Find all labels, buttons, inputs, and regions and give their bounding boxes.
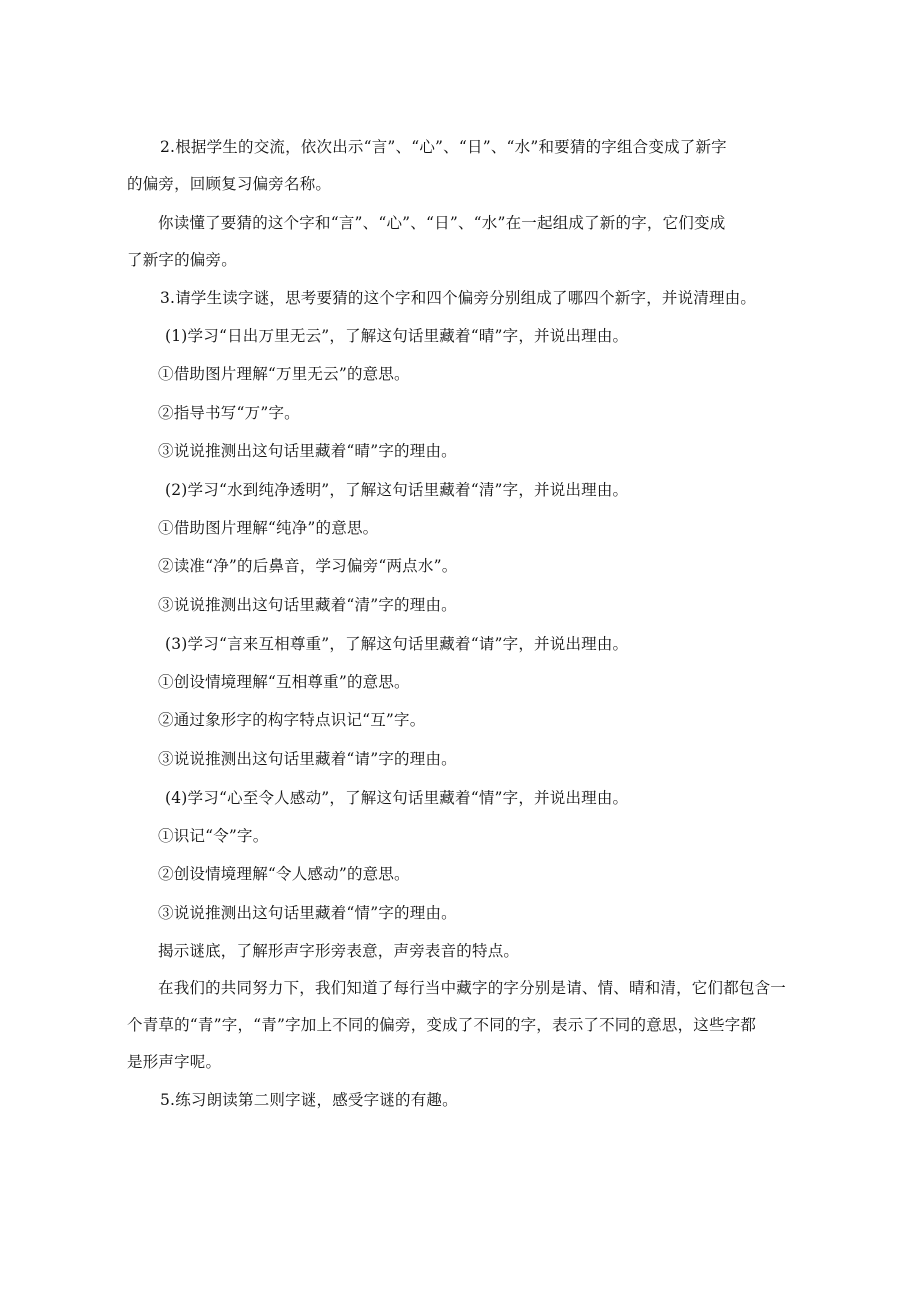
item-2-step-1: ①借助图片理解“纯净”的意思。 [158, 519, 379, 537]
reveal-answer-paragraph: 揭示谜底，了解形声字形旁表意，声旁表音的特点。 [158, 942, 520, 960]
item-3-step-1: ①创设情境理解“互相尊重”的意思。 [158, 673, 410, 691]
item-3-step-2: ②通过象形字的构字特点识记“互”字。 [158, 711, 426, 729]
item-1-step-1: ①借助图片理解“万里无云”的意思。 [158, 365, 410, 383]
item-3-heading: (3)学习“言来互相尊重”，了解这句话里藏着“请”字，并说出理由。 [165, 635, 629, 653]
item-4-heading: (4)学习“心至令人感动”，了解这句话里藏着“情”字，并说出理由。 [165, 789, 629, 807]
item-4-step-3: ③说说推测出这句话里藏着“情”字的理由。 [158, 904, 457, 922]
item-3-step-3: ③说说推测出这句话里藏着“请”字的理由。 [158, 750, 457, 768]
paragraph-summary-line-1: 你读懂了要猜的这个字和“言”、“心”、“日”、“水”在一起组成了新的字，它们变成 [158, 214, 726, 232]
conclusion-line-3: 是形声字呢。 [127, 1053, 222, 1071]
paragraph-5: 5.练习朗读第二则字谜，感受字谜的有趣。 [160, 1091, 458, 1109]
item-4-step-1: ①识记“令”字。 [158, 827, 269, 845]
paragraph-3: 3.请学生读字谜，思考要猜的这个字和四个偏旁分别组成了哪四个新字，并说清理由。 [160, 289, 757, 307]
paragraph-2-line-2: 的偏旁，回顾复习偏旁名称。 [127, 175, 332, 193]
item-1-heading: (1)学习“日出万里无云”，了解这句话里藏着“晴”字，并说出理由。 [165, 327, 629, 345]
item-2-step-2: ②读准“净”的后鼻音，学习偏旁“两点水”。 [158, 557, 458, 575]
item-2-heading: (2)学习“水到纯净透明”，了解这句话里藏着“清”字，并说出理由。 [165, 481, 629, 499]
item-1-step-2: ②指导书写“万”字。 [158, 404, 300, 422]
item-2-step-3: ③说说推测出这句话里藏着“清”字的理由。 [158, 596, 457, 614]
item-4-step-2: ②创设情境理解“令人感动”的意思。 [158, 865, 410, 883]
paragraph-summary-line-2: 了新字的偏旁。 [127, 251, 237, 269]
item-1-step-3: ③说说推测出这句话里藏着“晴”字的理由。 [158, 442, 457, 460]
conclusion-line-1: 在我们的共同努力下，我们知道了每行当中藏字的字分别是请、情、晴和清，它们都包含一 [158, 979, 787, 997]
paragraph-2-line-1: 2.根据学生的交流，依次出示“言”、“心”、“日”、“水”和要猜的字组合变成了新字 [160, 138, 727, 156]
conclusion-line-2: 个青草的“青”字，“青”字加上不同的偏旁，变成了不同的字，表示了不同的意思，这些字都 [127, 1016, 757, 1034]
